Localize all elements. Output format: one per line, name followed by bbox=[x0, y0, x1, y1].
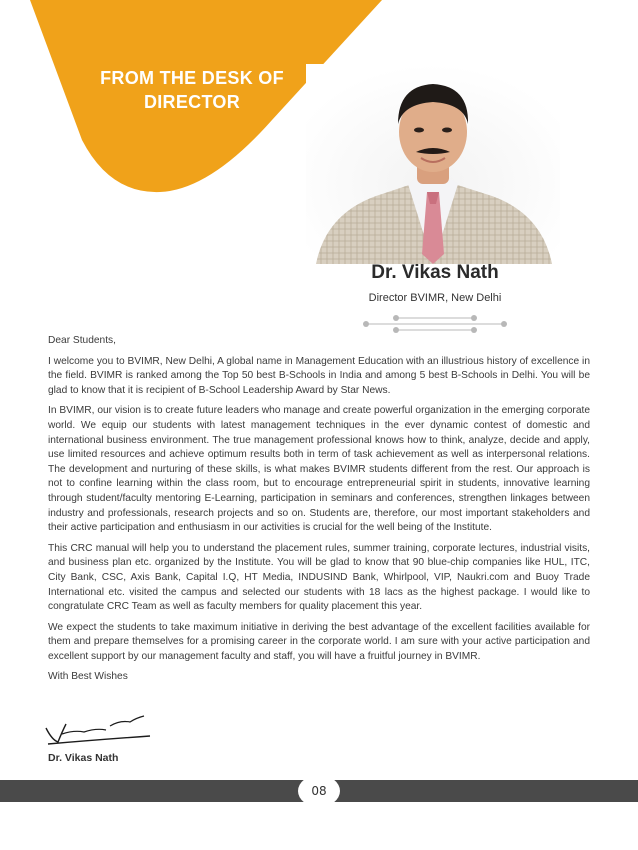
salutation: Dear Students, bbox=[48, 335, 116, 346]
page-number-badge bbox=[298, 775, 340, 807]
paragraph-vision: In BVIMR, our vision is to create future leaders who manage and create powerful organization in the emerging corporate world. We equip our students with latest management techniques in the ever dynamic contest of domestic and international business environment. The true management professional knows how to think, analyze, decide and apply, use limited resources and achieve optimum results both in term of task achievement as well as interpersonal relations. The development and nurturing of these skills, is what makes BVIMR students different from the rest. Our approach is not to confine learning within the class room, but to encourage entrepreneurial spirit in students, innovative learning through student/faculty mentoring E-Learning, participation in seminars and conferences, strengthen linkages between industry and professionals, research projects and so on. Students are, therefore, our most important stakeholders and their active participation and enthusiasm in our activities is crucial for the well being of the Institute. bbox=[48, 405, 590, 534]
page-number: 08 bbox=[311, 784, 327, 798]
paragraph-expectations: We expect the students to take maximum initiative in deriving the best advantage of the excellent facilities available for them and prepare themselves for a promising career in the corporate world. I am sure with your active participation and excellent support by our management faculty and staff, you will have a fruitful journey in BVIMR. bbox=[48, 621, 590, 662]
director-name: Dr. Vikas Nath bbox=[371, 262, 499, 283]
director-designation: Director BVIMR, New Delhi bbox=[368, 292, 502, 304]
paragraph-welcome: I welcome you to BVIMR, New Delhi, A global name in Management Education with an illustrious history of excellence in the field. BVIMR is ranked among the Top 50 best B-Schools in India and among 5 best B-Schools in Delhi. You will be glad to know that it is recipient of B-School Leadership Award by Star News. bbox=[48, 355, 590, 396]
director-portrait bbox=[306, 64, 560, 264]
banner-title: FROM THE DESK OF DIRECTOR bbox=[100, 68, 284, 112]
handwritten-signature bbox=[44, 710, 154, 750]
signatory-name: Dr. Vikas Nath bbox=[48, 752, 119, 764]
letter-body bbox=[48, 334, 590, 691]
decorative-divider bbox=[360, 314, 510, 336]
closing: With Best Wishes bbox=[48, 671, 128, 683]
paragraph-crc-manual: This CRC manual will help you to understand the placement rules, summer training, corporate lectures, industrial visits, and business plan etc. organized by the Institute. You will be glad to know that 90 blue-chip companies like HUL, ITC, City Bank, CSC, Axis Bank, Capital I.Q, HT Media, INDUSIND Bank, Whirlpool, VIP, Naukri.com and Buoy Trade International etc. visited the campus and selected our students with 18 lacs as the highest package. I would like to congratulate CRC Team as well as faculty members for quality placement this year. bbox=[48, 542, 590, 613]
